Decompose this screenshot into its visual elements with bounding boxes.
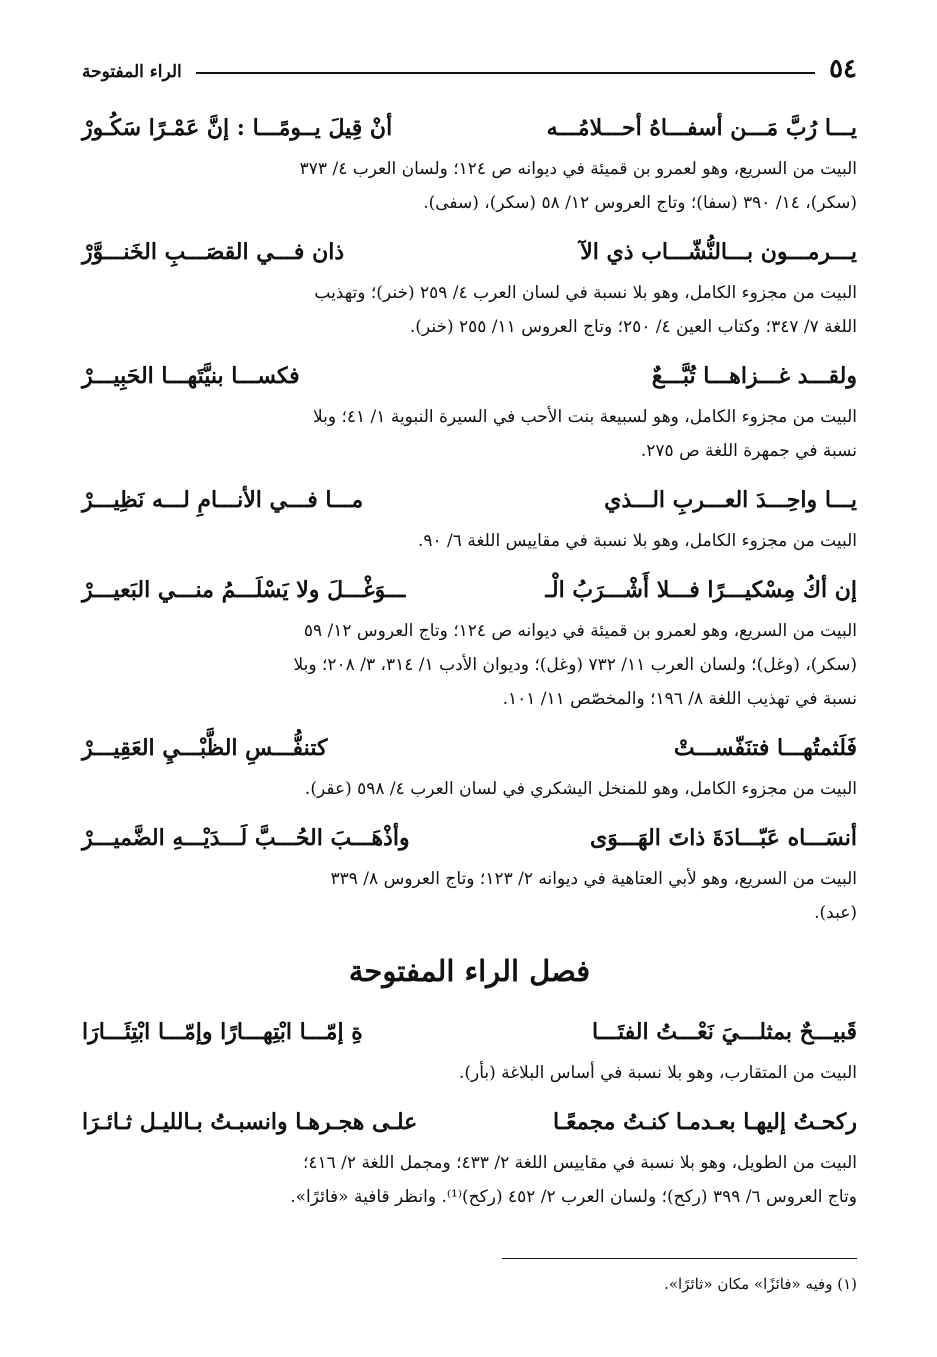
verse-line <box>82 228 857 276</box>
verse-first-hemistich: أنسَـــاه عَبّـــادَةَ ذاتَ الهَـــوَى <box>589 825 857 851</box>
footnote: (١) وفيه «فائزًا» مكان «ثائرًا». <box>664 1275 857 1293</box>
note-line: (عبد). <box>814 903 857 923</box>
verse-second-hemistich: أنْ قِيلَ يــومًـــا : إنَّ عَمْـرًا سَكُـورْ <box>82 115 393 141</box>
verse-first-hemistich: يـــا رُبَّ مَـــن أسفـــاهُ أحـــلامُـــه <box>546 115 857 141</box>
header-rule <box>196 72 815 74</box>
verse-note <box>82 1056 857 1090</box>
verse-note <box>82 614 857 716</box>
verse-line <box>82 566 857 614</box>
note-line: (سكر)، (وغل)؛ ولسان العرب ١١/ ٧٣٢ (وغل)؛ وديوان الأدب ١/ ٣١٤، ٣/ ٢٠٨؛ وبلا <box>293 655 857 675</box>
running-title: الراء المفتوحة <box>82 62 182 82</box>
verse-note <box>82 1146 857 1214</box>
note-line: البيت من مجزوء الكامل، وهو بلا نسبة في مقاييس اللغة ٦/ ٩٠. <box>417 531 857 551</box>
note-line: اللغة ٧/ ٣٤٧؛ وكتاب العين ٤/ ٢٥٠؛ وتاج العروس ١١/ ٢٥٥ (خنر). <box>409 317 857 337</box>
verse-first-hemistich: فَلَثمتُهـــا فتنَفّســـتْ <box>673 735 857 761</box>
verse-note <box>82 524 857 558</box>
section-title: فصل الراء المفتوحة <box>348 954 591 988</box>
verse-first-hemistich: يـــا واحِـــدَ العـــربِ الـــذي <box>604 487 857 513</box>
verse-note <box>82 772 857 806</box>
note-line: البيت من السريع، وهو لأبي العتاهية في ديوانه ٢/ ١٢٣؛ وتاج العروس ٨/ ٣٣٩ <box>330 869 857 889</box>
note-line: البيت من السريع، وهو لعمرو بن قميئة في ديوانه ص ١٢٤؛ ولسان العرب ٤/ ٣٧٣ <box>299 159 857 179</box>
note-line: وتاج العروس ٦/ ٣٩٩ (ركح)؛ ولسان العرب ٢/ ٤٥٢ (ركح)⁽¹⁾. وانظر قافية «فائرًا». <box>290 1187 857 1207</box>
verse-note <box>82 152 857 220</box>
note-line: البيت من مجزوء الكامل، وهو لسبيعة بنت الأحب في السيرة النبوية ١/ ٤١؛ وبلا <box>312 407 857 427</box>
note-line: البيت من الطويل، وهو بلا نسبة في مقاييس اللغة ٢/ ٤٣٣؛ ومجمل اللغة ٢/ ٤١٦؛ <box>302 1153 857 1173</box>
footnote-rule <box>502 1258 857 1259</box>
verse-line <box>82 1098 857 1146</box>
verse-first-hemistich: إن أكُ مِسْكيـــرًا فـــلا أَشْـــرَبُ الْـ <box>545 577 857 603</box>
verse-line <box>82 476 857 524</box>
verse-line <box>82 352 857 400</box>
verse-second-hemistich: ذان فـــي القصَـــبِ الخَنـــوَّرْ <box>82 239 345 265</box>
verse-note <box>82 276 857 344</box>
note-line: نسبة في تهذيب اللغة ٨/ ١٩٦؛ والمخصّص ١١/ ١٠١. <box>502 689 857 709</box>
verse-line <box>82 104 857 152</box>
verse-line <box>82 724 857 772</box>
verse-second-hemistich: علـى هجـرهـا وانسبـتُ بـالليـل ثـائـرَا <box>82 1109 418 1135</box>
verse-first-hemistich: يـــرمـــون بـــالنُّشّـــاب ذي الآ <box>580 239 857 265</box>
verse-line <box>82 1008 857 1056</box>
page-content <box>82 104 857 1222</box>
verse-second-hemistich: كتنفُّـــسِ الظَّبْـــيِ العَقِيـــرْ <box>82 735 328 761</box>
verse-second-hemistich: ةِ إمّـــا ابْتِهـــارًا وإمّـــا ابْتِئَـــارَا <box>82 1019 363 1045</box>
verse-first-hemistich: قَبيـــحٌ بمثلـــيَ نَعْـــتُ الفتَـــا <box>591 1019 857 1045</box>
note-line: (سكر)، ١٤/ ٣٩٠ (سفا)؛ وتاج العروس ١٢/ ٥٨ (سكر)، (سفى). <box>423 193 857 213</box>
page-header <box>82 50 857 84</box>
note-line: البيت من المتقارب، وهو بلا نسبة في أساس البلاغة (بأر). <box>458 1063 857 1083</box>
verse-first-hemistich: ولقـــد غـــزاهـــا تُبَّـــعٌ <box>651 363 857 389</box>
note-line: البيت من مجزوء الكامل، وهو بلا نسبة في لسان العرب ٤/ ٢٥٩ (خنر)؛ وتهذيب <box>314 283 857 303</box>
verse-second-hemistich: وأذْهَـــبَ الحُـــبَّ لَـــدَيْـــهِ الضَّميـــرْ <box>82 825 410 851</box>
note-line: البيت من مجزوء الكامل، وهو للمنخل اليشكري في لسان العرب ٤/ ٥٩٨ (عقر). <box>304 779 857 799</box>
verse-first-hemistich: ركحـتُ إليهـا بعـدمـا كنـتُ مجمعًـا <box>552 1109 857 1135</box>
verse-second-hemistich: مـــا فـــي الأنـــامِ لـــه نَظِيـــرْ <box>82 487 364 513</box>
note-line: نسبة في جمهرة اللغة ص ٢٧٥. <box>640 441 857 461</box>
verse-second-hemistich: فكســـا بنيَّتَهـــا الحَبِيـــرْ <box>82 363 300 389</box>
verse-line <box>82 814 857 862</box>
page-number: ٥٤ <box>829 54 857 84</box>
verse-second-hemistich: ـــوَغْـــلَ ولا يَسْلَـــمُ منـــي البَعيـــرْ <box>82 577 406 603</box>
note-line: البيت من السريع، وهو لعمرو بن قميئة في ديوانه ص ١٢٤؛ وتاج العروس ١٢/ ٥٩ <box>303 621 857 641</box>
verse-note <box>82 862 857 930</box>
verse-note <box>82 400 857 468</box>
